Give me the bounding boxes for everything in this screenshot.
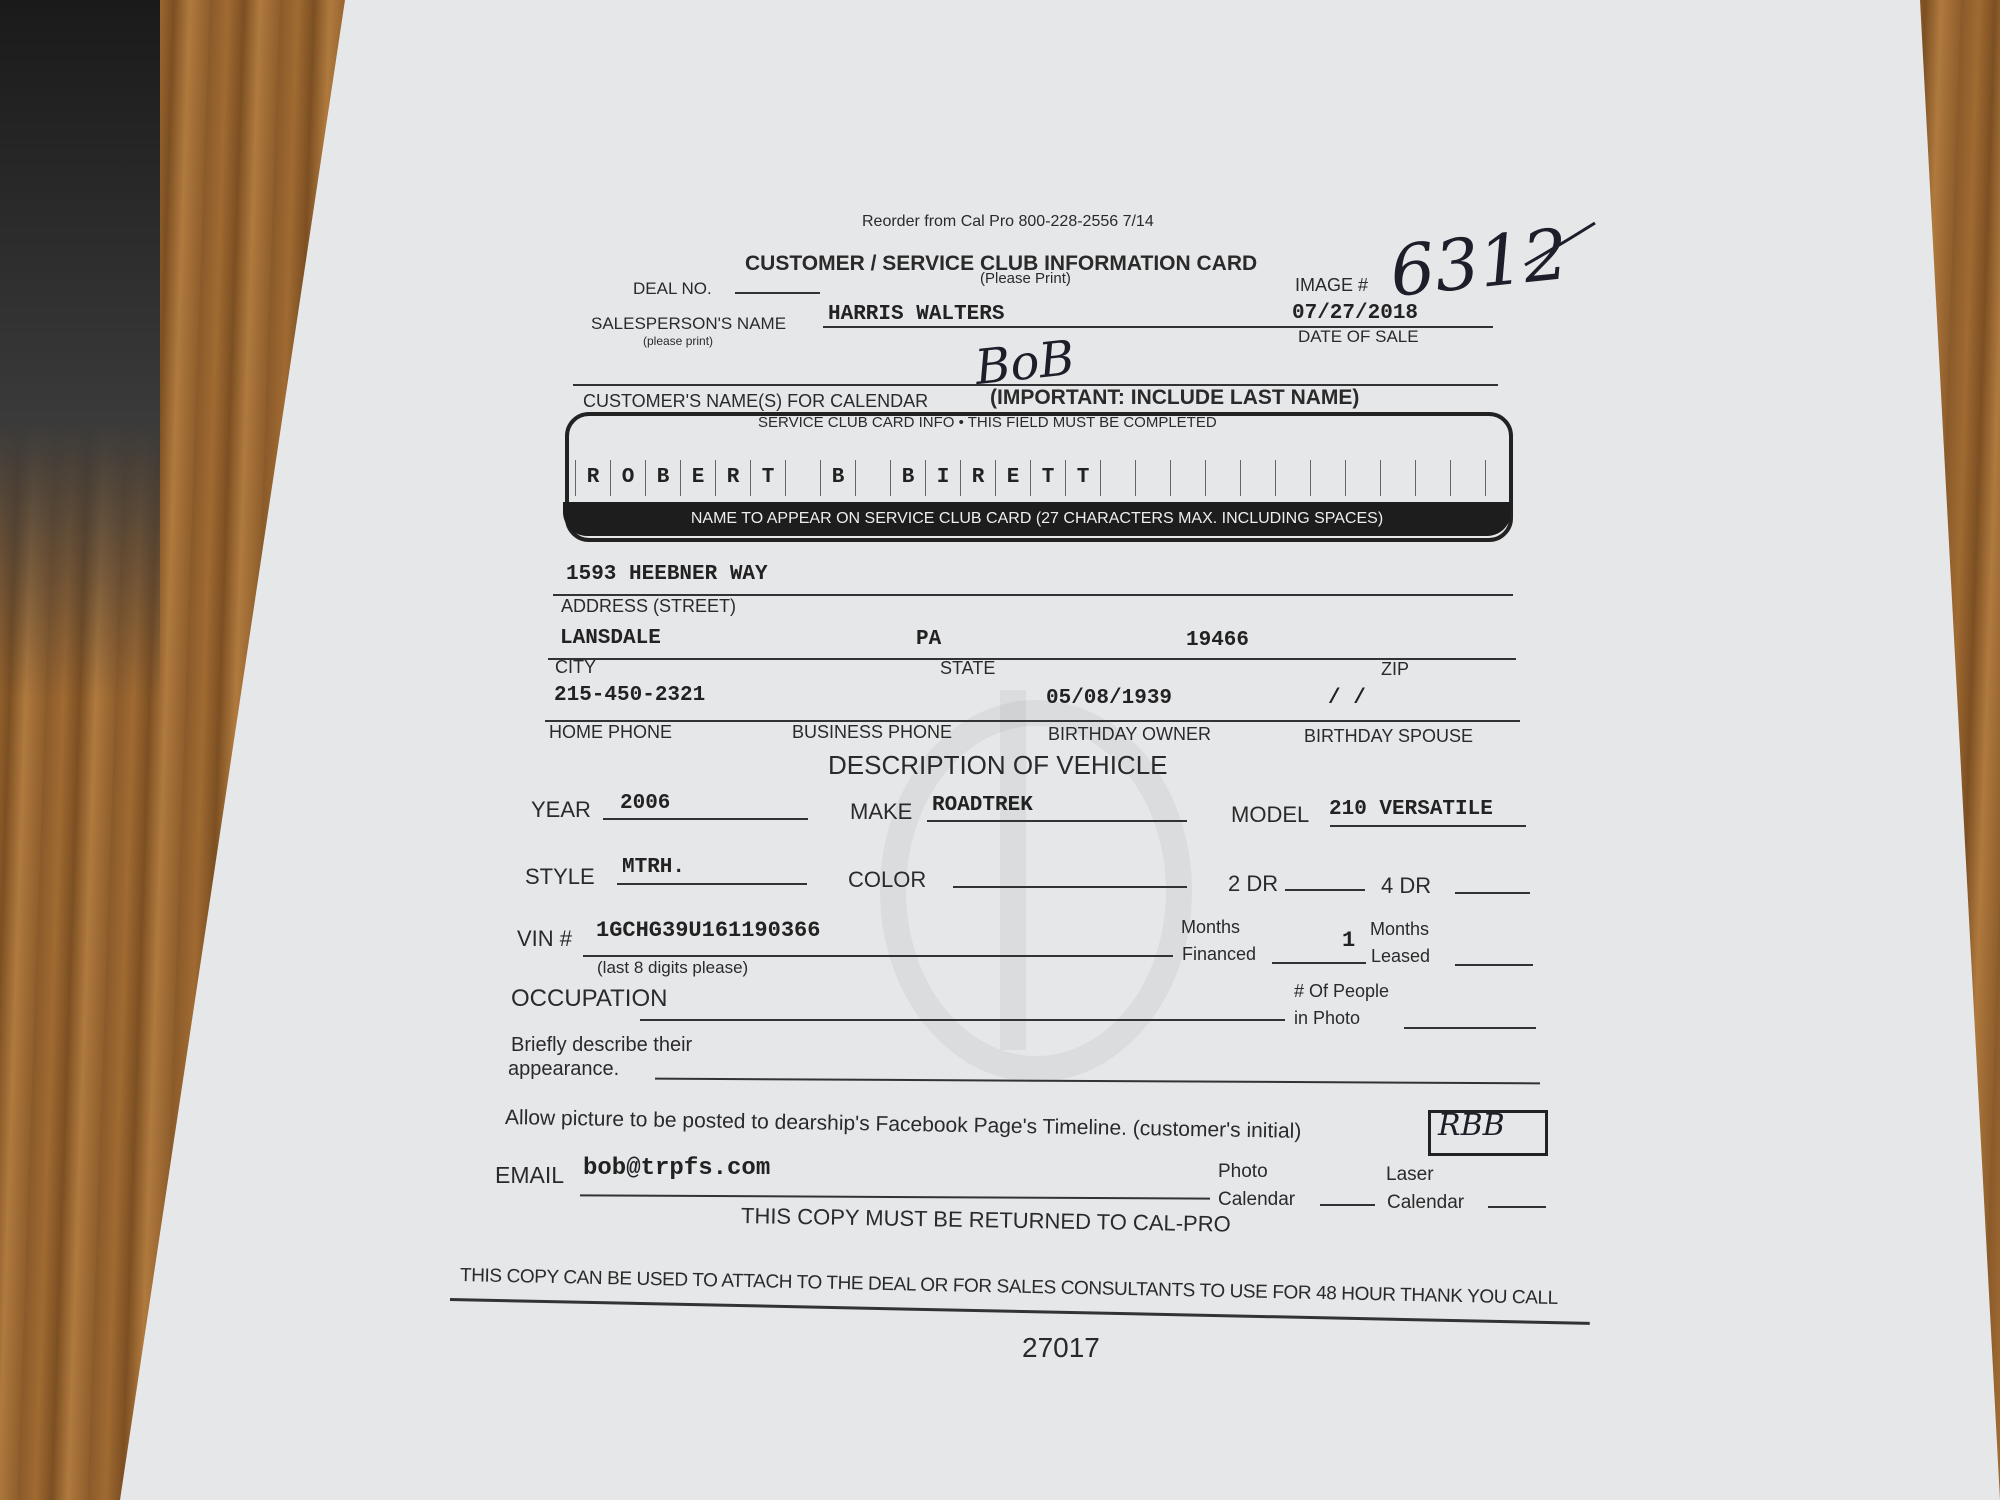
name-char-cell: R: [715, 460, 750, 496]
deal-no-line: [735, 292, 820, 294]
laser-calendar-line: [1488, 1206, 1546, 1208]
name-char-cell: T: [1030, 460, 1065, 496]
name-char-cell: [1240, 460, 1275, 496]
business-phone-label: BUSINESS PHONE: [792, 722, 953, 742]
photo-calendar-line: [1320, 1204, 1375, 1206]
home-phone-value: 215-450-2321: [554, 684, 706, 707]
email-value: bob@trpfs.com: [583, 1155, 771, 1182]
address-street: 1593 HEEBNER WAY: [566, 563, 768, 586]
customer-initial-handwritten: RBB: [1438, 1108, 1505, 1143]
months-financed-line: [1272, 962, 1366, 964]
state-label: STATE: [940, 658, 996, 678]
name-char-cell: R: [575, 460, 610, 496]
months-financed-value: 1: [1342, 928, 1356, 953]
please-print-note: (Please Print): [980, 270, 1071, 287]
four-dr-label: 4 DR: [1381, 873, 1432, 898]
describe-label-1: Briefly describe their: [511, 1034, 693, 1056]
phones-birthdays-line: [545, 720, 1520, 722]
name-character-cells: [575, 460, 1520, 496]
people-in-photo-line: [1404, 1027, 1536, 1029]
image-label: IMAGE #: [1295, 275, 1369, 295]
vin-hint: (last 8 digits please): [597, 958, 749, 977]
name-char-cell: E: [995, 460, 1030, 496]
vehicle-header: DESCRIPTION OF VEHICLE: [828, 750, 1168, 780]
color-line: [953, 886, 1187, 888]
months-leased-label-2: Leased: [1371, 946, 1431, 966]
name-char-cell: T: [750, 460, 785, 496]
state-value: PA: [916, 628, 942, 651]
months-financed-label-1: Months: [1181, 917, 1241, 937]
months-leased-label-1: Months: [1370, 919, 1430, 939]
zip-label: ZIP: [1381, 659, 1410, 679]
image-number-handwritten: 6312: [1386, 212, 1572, 314]
name-char-cell: [1485, 460, 1520, 496]
style-line: [617, 883, 807, 885]
please-print-small: (please print): [643, 334, 714, 348]
make-value: ROADTREK: [932, 794, 1033, 817]
deal-no-label: DEAL NO.: [633, 279, 712, 298]
city-label: CITY: [555, 657, 597, 677]
make-label: MAKE: [850, 799, 913, 824]
name-char-cell: [1450, 460, 1485, 496]
vin-line: [583, 955, 1173, 957]
describe-label-2: appearance.: [508, 1058, 620, 1080]
name-char-cell: [1135, 460, 1170, 496]
name-char-cell: [855, 460, 890, 496]
return-to-calpro-text: THIS COPY MUST BE RETURNED TO CAL-PRO: [740, 1203, 1231, 1237]
name-char-cell: [1205, 460, 1240, 496]
model-label: MODEL: [1231, 802, 1310, 827]
four-dr-line: [1455, 892, 1530, 894]
salesperson-label: SALESPERSON'S NAME: [591, 314, 787, 333]
form-number: 27017: [1022, 1332, 1100, 1363]
name-char-cell: B: [820, 460, 855, 496]
name-char-cell: [1380, 460, 1415, 496]
name-char-cell: [1100, 460, 1135, 496]
two-dr-line: [1285, 889, 1365, 891]
make-line: [927, 820, 1187, 822]
reorder-text: Reorder from Cal Pro 800-228-2556 7/14: [862, 213, 1154, 230]
year-line: [603, 818, 808, 820]
name-char-cell: T: [1065, 460, 1100, 496]
photo-calendar-label-1: Photo: [1218, 1161, 1268, 1182]
name-char-cell: [1345, 460, 1380, 496]
email-label: EMAIL: [495, 1162, 565, 1188]
model-value: 210 VERSATILE: [1329, 798, 1493, 821]
model-line: [1330, 825, 1526, 827]
vin-label: VIN #: [517, 926, 573, 951]
occupation-label: OCCUPATION: [511, 985, 668, 1012]
year-value: 2006: [620, 792, 671, 815]
name-char-cell: [1170, 460, 1205, 496]
birthday-owner-value: 05/08/1939: [1046, 687, 1173, 710]
occupation-line: [640, 1019, 1285, 1021]
name-char-cell: [785, 460, 820, 496]
name-char-cell: R: [960, 460, 995, 496]
vin-value: 1GCHG39U161190366: [596, 918, 821, 943]
home-phone-label: HOME PHONE: [549, 722, 673, 742]
important-note: (IMPORTANT: INCLUDE LAST NAME): [990, 386, 1360, 409]
name-char-cell: B: [890, 460, 925, 496]
laser-calendar-label-2: Calendar: [1387, 1192, 1465, 1213]
people-in-photo-label-2: in Photo: [1294, 1008, 1361, 1028]
name-char-cell: E: [680, 460, 715, 496]
photo-calendar-label-2: Calendar: [1218, 1189, 1296, 1210]
zip-value: 19466: [1186, 629, 1250, 652]
date-of-sale-label: DATE OF SALE: [1298, 327, 1419, 346]
two-dr-label: 2 DR: [1228, 871, 1279, 896]
laser-calendar-label-1: Laser: [1386, 1164, 1434, 1185]
name-char-cell: [1310, 460, 1345, 496]
image-number-flourish: [1520, 215, 1600, 275]
salesperson-name: HARRIS WALTERS: [828, 303, 1005, 326]
address-label: ADDRESS (STREET): [561, 596, 737, 616]
calendar-name-label: CUSTOMER'S NAME(S) FOR CALENDAR: [583, 391, 929, 411]
birthday-owner-label: BIRTHDAY OWNER: [1048, 724, 1212, 744]
name-char-cell: [1415, 460, 1450, 496]
name-bar-instructions: NAME TO APPEAR ON SERVICE CLUB CARD (27 CHARACTERS MAX. INCLUDING SPACES): [563, 502, 1511, 536]
birthday-spouse-label: BIRTHDAY SPOUSE: [1304, 726, 1474, 746]
months-financed-label-2: Financed: [1182, 944, 1257, 964]
desk-shadow: [0, 0, 160, 700]
months-leased-line: [1455, 964, 1533, 966]
people-in-photo-label-1: # Of People: [1294, 981, 1390, 1001]
color-label: COLOR: [848, 867, 927, 892]
watermark-logo-bar: [1000, 690, 1026, 1050]
name-char-cell: B: [645, 460, 680, 496]
facebook-permission-text: Allow picture to be posted to dearship's Facebook Page's Timeline. (customer's initial): [504, 1106, 1302, 1143]
copy-usage-text: THIS COPY CAN BE USED TO ATTACH TO THE DEAL OR FOR SALES CONSULTANTS TO USE FOR 48 HOUR THANK YOU CALL: [459, 1265, 1559, 1309]
name-char-cell: [1275, 460, 1310, 496]
service-club-info: SERVICE CLUB CARD INFO • THIS FIELD MUST BE COMPLETED: [758, 414, 1217, 431]
city-value: LANSDALE: [560, 627, 661, 650]
name-char-cell: I: [925, 460, 960, 496]
city-state-zip-line: [548, 658, 1516, 660]
birthday-spouse-value: / /: [1328, 687, 1366, 710]
name-char-cell: O: [610, 460, 645, 496]
form-title: CUSTOMER / SERVICE CLUB INFORMATION CARD: [745, 252, 1258, 275]
date-of-sale: 07/27/2018: [1292, 302, 1419, 325]
style-value: MTRH.: [622, 856, 686, 879]
calendar-name-handwritten: BoB: [972, 329, 1078, 397]
style-label: STYLE: [525, 864, 595, 889]
year-label: YEAR: [531, 797, 591, 822]
